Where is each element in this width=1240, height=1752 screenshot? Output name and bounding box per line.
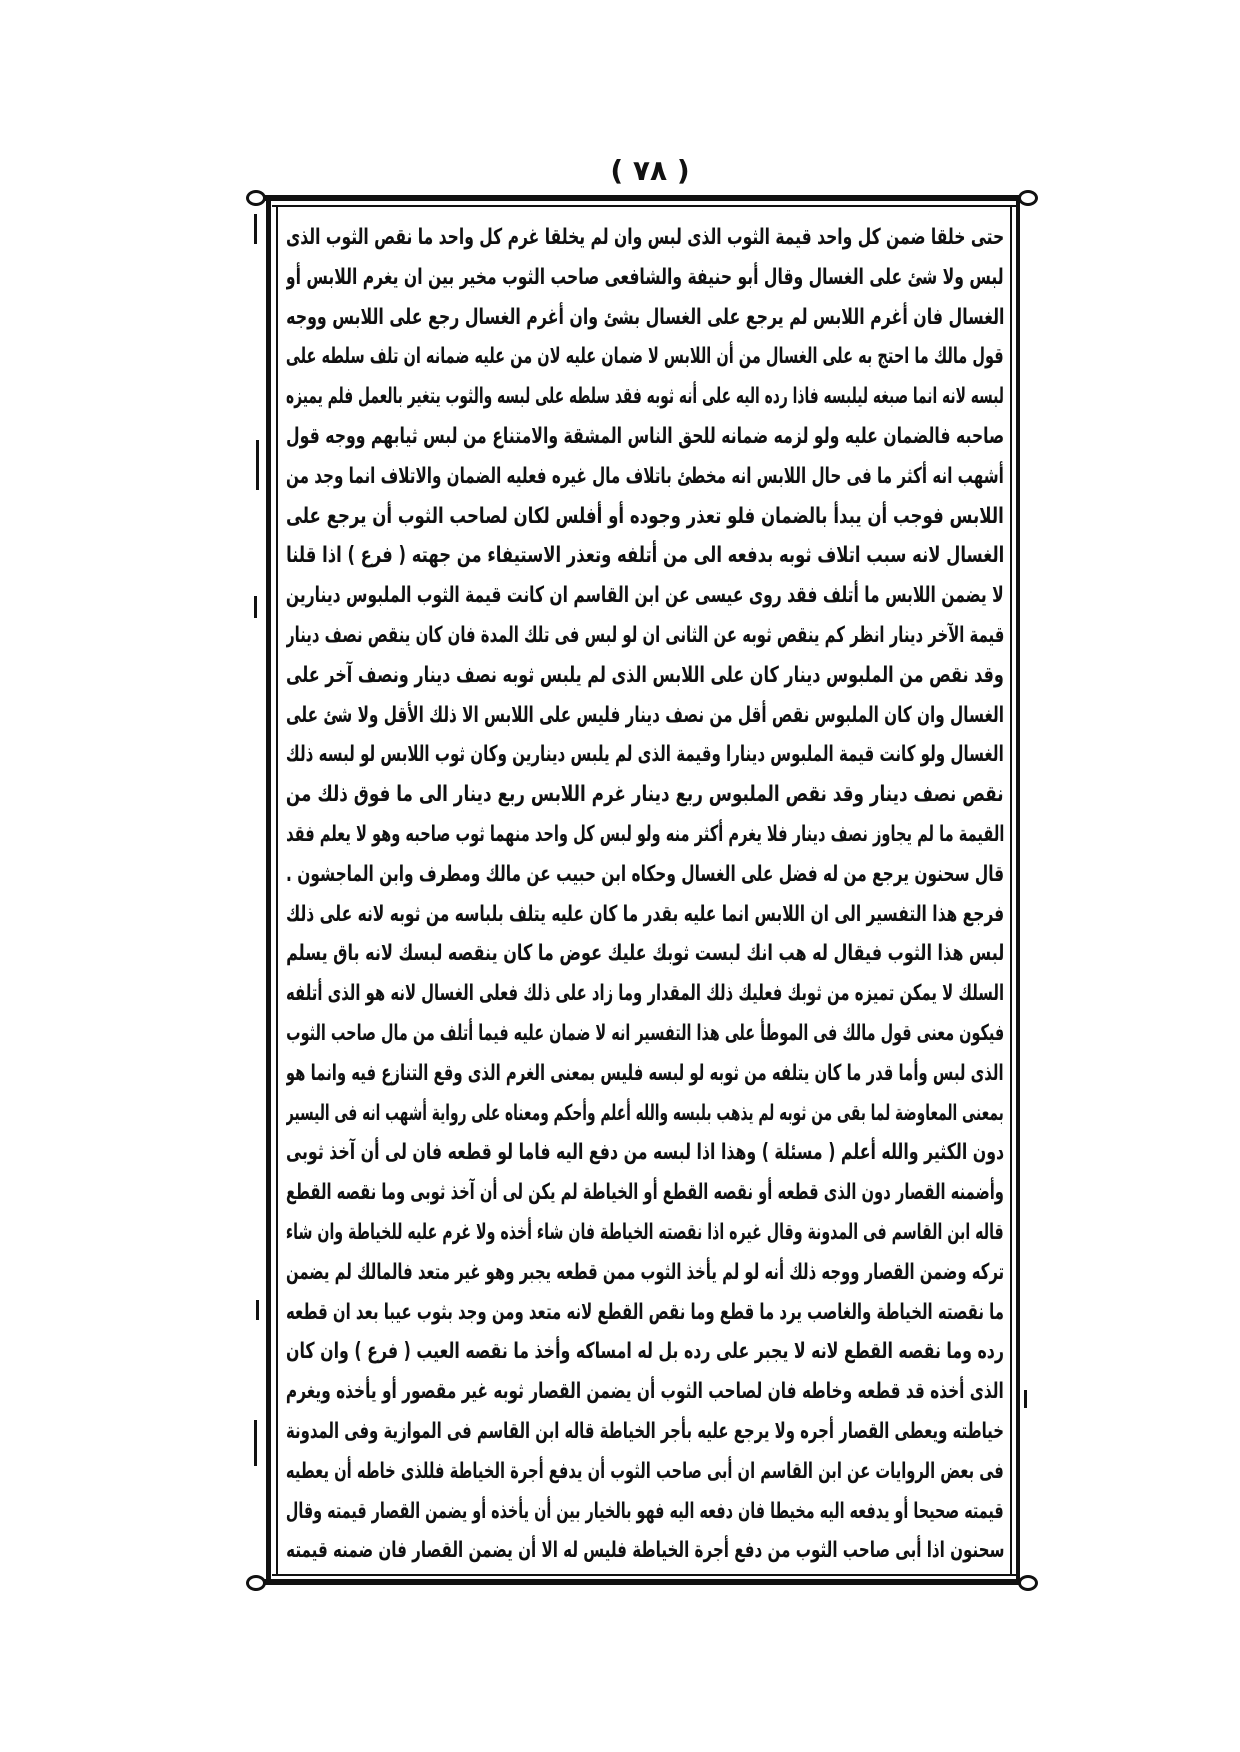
text-line — [286, 815, 1004, 855]
text-line-content: سحنون اذا أبى صاحب الثوب من دفع أجرة الخياطة فليس له الا أن يضمن القصار فان ضمنه قيمته — [286, 1538, 1004, 1564]
text-line-content: قيمة الآخر دينار انظر كم ينقص ثوبه عن الثانى ان لو لبس فى تلك المدة فان كان ينقص نصف دينار — [286, 622, 1004, 648]
text-line — [286, 895, 1004, 935]
frame-ornament-icon — [246, 1575, 266, 1591]
text-line — [286, 1492, 1004, 1532]
text-line — [286, 417, 1004, 457]
text-line-content: خياطته ويعطى القصار أجره ولا يرجع عليه بأجر الخياطة قاله ابن القاسم فى الموازية وفى المدونة — [286, 1418, 1004, 1444]
text-line — [286, 974, 1004, 1014]
text-line — [286, 1173, 1004, 1213]
text-line-content: وقد نقص من الملبوس دينار كان على اللابس الذى لم يلبس ثوبه نصف دينار ونصف آخر على — [286, 662, 1004, 688]
margin-mark — [256, 440, 259, 490]
text-line-content: الذى أخذه قد قطعه وخاطه فان لصاحب الثوب أن يضمن القصار ثوبه غير مقصور أو يأخذه ويغرم — [286, 1379, 1004, 1405]
text-line-content: أشهب انه أكثر ما فى حال اللابس انه مخطئ باتلاف مال غيره فعليه الضمان والاتلاف انما وجد من — [286, 463, 1004, 489]
text-line-content: الذى لبس وأما قدر ما كان يتلفه من ثوبه لو لبسه فليس بمعنى الغرم الذى وقع التنازع فيه وانما هو — [286, 1060, 1004, 1086]
text-line — [286, 337, 1004, 377]
text-line-content: لبس هذا الثوب فيقال له هب انك لبست ثوبك عليك عوض ما كان ينقصه لبسك لانه باق يسلم — [286, 941, 1004, 967]
margin-mark — [256, 1300, 259, 1320]
text-line-content: القيمة ما لم يجاوز نصف دينار فلا يغرم أكثر منه ولو لبس كل واحد منهما ثوب صاحبه وهو لا يعلم فقد — [286, 821, 1004, 847]
frame-ornament-icon — [246, 190, 266, 206]
text-line — [286, 775, 1004, 815]
text-line — [286, 1531, 1004, 1571]
text-line — [286, 1014, 1004, 1054]
frame-right-rule — [1016, 195, 1020, 1585]
text-line — [286, 1054, 1004, 1094]
text-line-content: لبسه لانه انما صبغه ليلبسه فاذا رده اليه على أنه ثوبه فقد سلطه على لبسه والثوب يتغير بالعمل فلم يميزه — [286, 384, 1004, 410]
frame-bottom-rule — [264, 1579, 1020, 1585]
text-line-content: قال سحنون يرجع من له فضل على الغسال وحكاه ابن حبيب عن مالك ومطرف وابن الماجشون . — [286, 861, 1004, 887]
text-line — [286, 855, 1004, 895]
text-line-content: قيمته صحيحا أو يدفعه اليه مخيطا فان دفعه اليه فهو بالخيار بين أن يأخذه أو يضمن القصار قيمته وقال — [286, 1498, 1004, 1524]
frame-right-inner-rule — [1010, 205, 1012, 1575]
text-line — [286, 656, 1004, 696]
text-line-content: تركه وضمن القصار ووجه ذلك أنه لو لم يأخذ الثوب ممن قطعه يجبر وهو غير متعد فالمالك لم يضمن — [286, 1259, 1004, 1285]
text-line — [286, 457, 1004, 497]
text-line-content: حتى خلقا ضمن كل واحد قيمة الثوب الذى لبس وان لم يخلقا غرم كل واحد ما نقص الثوب الذى — [286, 225, 1004, 250]
text-line-content: لا يضمن اللابس ما أتلف فقد روى عيسى عن ابن القاسم ان كانت قيمة الثوب الملبوس دينارين — [286, 583, 1004, 609]
text-line-content: الغسال فان أغرم اللابس لم يرجع على الغسال بشئ وان أغرم الغسال رجع على اللابس ووجه — [286, 304, 1004, 330]
text-line-content: دون الكثير والله أعلم ( مسئلة ) وهذا اذا لبسه من دفع اليه فاما لو قطعه فان لى أن آخذ ثوبى — [286, 1140, 1004, 1166]
text-line-content: فى بعض الروايات عن ابن القاسم ان أبى صاحب الثوب أن يدفع أجرة الخياطة فللذى خاطه أن يعطيه — [286, 1458, 1004, 1484]
text-line — [286, 497, 1004, 537]
text-line — [286, 1094, 1004, 1134]
text-line-content: لبس ولا شئ على الغسال وقال أبو حنيفة والشافعى صاحب الثوب مخير بين ان يغرم اللابس أو — [286, 264, 1004, 290]
text-line — [286, 536, 1004, 576]
frame-left-inner-rule — [276, 205, 278, 1575]
text-line-content: الغسال لانه سبب اتلاف ثوبه بدفعه الى من أتلفه وتعذر الاستيفاء من جهته ( فرع ) اذا قلنا — [286, 543, 1004, 569]
text-line — [286, 696, 1004, 736]
text-line — [286, 1213, 1004, 1253]
text-line — [286, 1372, 1004, 1412]
text-line-content: بمعنى المعاوضة لما بقى من ثوبه لم يذهب بلبسه والله أعلم وأحكم ومعناه على رواية أشهب انه فى اليسير — [286, 1100, 1004, 1126]
text-line — [286, 218, 1004, 258]
frame-ornament-icon — [1018, 190, 1038, 206]
frame-bottom-inner-rule — [272, 1574, 1016, 1576]
text-line — [286, 1133, 1004, 1173]
frame-top-rule — [264, 195, 1020, 201]
text-line-content: صاحبه فالضمان عليه ولو لزمه ضمانه للحق الناس المشقة والامتناع من لبس ثيابهم ووجه قول — [286, 423, 1004, 449]
text-line — [286, 934, 1004, 974]
text-line-content: وأضمنه القصار دون الذى قطعه أو نقصه القطع أو الخياطة لم يكن لى أن آخذ ثوبى وما نقصه القطع — [286, 1180, 1004, 1206]
text-line — [286, 1332, 1004, 1372]
margin-mark — [254, 596, 257, 618]
text-line-content: قاله ابن القاسم فى المدونة وقال غيره اذا نقصته الخياطة فان شاء أخذه ولا غرم عليه للخياطة وان شاء — [286, 1219, 1004, 1245]
margin-mark — [1024, 1390, 1027, 1408]
text-line — [286, 298, 1004, 338]
text-line-content: السلك لا يمكن تميزه من ثوبك فعليك ذلك المقدار وما زاد على ذلك فعلى الغسال لانه هو الذى أتلفه — [286, 981, 1004, 1007]
text-line-content: الغسال وان كان الملبوس نقص أقل من نصف دينار فليس على اللابس الا ذلك الأقل ولا شئ على — [286, 702, 1004, 728]
text-line — [286, 576, 1004, 616]
text-line-content: رده وما نقصه القطع لانه لا يجبر على رده بل له امساكه وأخذ ما نقصه العيب ( فرع ) وان كان — [286, 1339, 1004, 1365]
text-line — [286, 1452, 1004, 1492]
text-line-content: قول مالك ما احتج به على الغسال من أن اللابس لا ضمان عليه لان من عليه ضمانه ان تلف سلطه على — [286, 344, 1004, 370]
margin-mark — [254, 214, 257, 244]
text-line — [286, 258, 1004, 298]
text-line — [286, 616, 1004, 656]
text-line-content: الغسال ولو كانت قيمة الملبوس دينارا وقيمة الذى لم يلبس دينارين وكان ثوب اللابس لو لبسه ذلك — [286, 742, 1004, 768]
text-line — [286, 1412, 1004, 1452]
text-line-content: ما نقصته الخياطة والغاصب يرد ما قطع وما نقص القطع لانه متعد ومن وجد بثوب عيبا بعد ان قطعه — [286, 1299, 1004, 1325]
text-line-content: نقص نصف دينار وقد نقص الملبوس ربع دينار غرم اللابس ربع دينار الى ما فوق ذلك من — [286, 782, 1004, 808]
frame-left-rule — [266, 195, 271, 1585]
text-line — [286, 735, 1004, 775]
frame-top-inner-rule — [272, 205, 1016, 207]
frame-ornament-icon — [1018, 1575, 1038, 1591]
text-line — [286, 1293, 1004, 1333]
page-body-text — [286, 218, 1004, 1571]
text-line — [286, 377, 1004, 417]
text-line — [286, 1253, 1004, 1293]
page-number: ( ٧٨ ) — [610, 154, 690, 187]
text-line-content: اللابس فوجب أن يبدأ بالضمان فلو تعذر وجوده أو أفلس لكان لصاحب الثوب أن يرجع على — [286, 503, 1004, 529]
margin-mark — [254, 1420, 257, 1466]
text-line-content: فرجع هذا التفسير الى ان اللابس انما عليه بقدر ما كان عليه يتلف بلباسه من ثوبه لانه على ذلك — [286, 901, 1004, 927]
text-line-content: فيكون معنى قول مالك فى الموطأ على هذا التفسير انه لا ضمان عليه فيما أتلف من مال صاحب الثوب — [286, 1020, 1004, 1046]
